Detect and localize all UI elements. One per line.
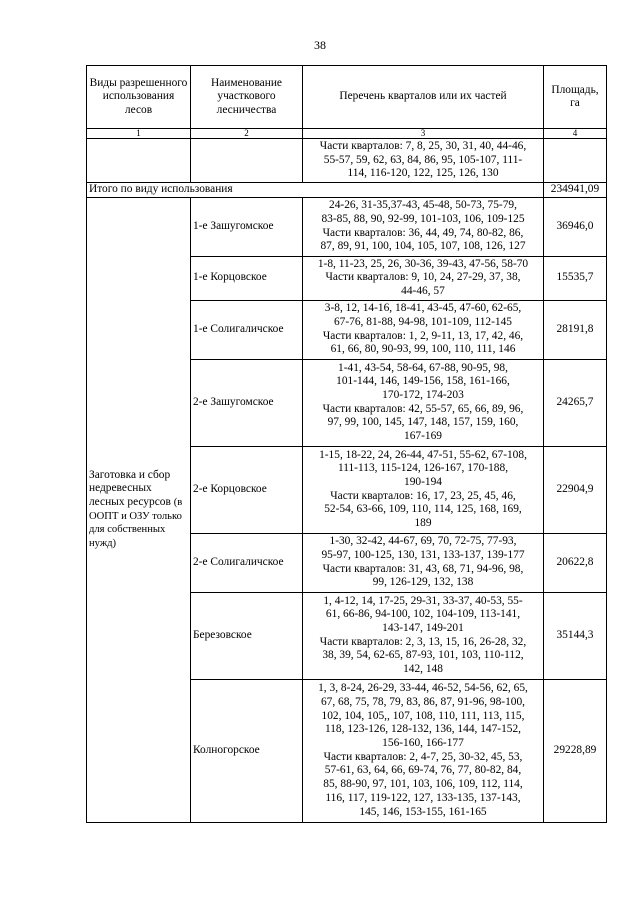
empty-area-cell: [544, 139, 607, 183]
table-header-row: [87, 66, 607, 129]
quarters-list: 1, 4-12, 14, 17-25, 29-31, 33-37, 40-53, 55- 61, 66-86, 94-100, 102, 104-109, 113-141, 143-147, 149-201 Части кварталов: 2, 3, 13, 15, 16, 26-28, 32, 38, 39, 54, 62-65, 87-93, 101, 103, 110-112, 142, 148: [303, 592, 544, 679]
continuation-row: [87, 139, 607, 183]
column-number: 4: [544, 129, 607, 139]
quarters-table: [86, 65, 607, 823]
column-number: 2: [191, 129, 303, 139]
column-number-row: [87, 129, 607, 139]
table-row: [87, 197, 607, 256]
continuation-quarters: Части кварталов: 7, 8, 25, 30, 31, 40, 44-46, 55-57, 59, 62, 63, 84, 86, 95, 105-107, 111- 114, 116-120, 122, 125, 126, 130: [303, 139, 544, 183]
column-number: 3: [303, 129, 544, 139]
forestry-name: Колногорское: [191, 679, 303, 822]
total-row: [87, 183, 607, 198]
forestry-name: 1-е Зашугомское: [191, 197, 303, 256]
header-quarters-list: Перечень кварталов или их частей: [303, 66, 544, 129]
quarters-list: 1-30, 32-42, 44-67, 69, 70, 72-75, 77-93, 95-97, 100-125, 130, 131, 133-137, 139-177 Части кварталов: 31, 43, 68, 71, 94-96, 98, 99, 126-129, 132, 138: [303, 533, 544, 592]
forestry-name: 1-е Солигаличское: [191, 300, 303, 359]
area-value: 24265,7: [544, 359, 607, 446]
quarters-list: 1-8, 11-23, 25, 26, 30-36, 39-43, 47-56, 58-70 Части кварталов: 9, 10, 24, 27-29, 37, 38, 44-46, 57: [303, 256, 544, 300]
quarters-list: 1, 3, 8-24, 26-29, 33-44, 46-52, 54-56, 62, 65, 67, 68, 75, 78, 79, 83, 86, 87, 91-96, 98-100, 102, 104, 105,, 107, 108, 110, 111, 113, 115, 118, 123-126, 128-132, 136, 144, 147-152, 156-160, 166-177 Части кварталов: 2, 4-7, 25, 30-32, 45, 53, 57-61, 63, 64, 66, 69-74, 76, 77, 80-82, 84, 85, 88-90, 97, 101, 103, 106, 109, 112, 114, 116, 117, 119-122, 127, 133-135, 137-143, 145, 146, 153-155, 161-165: [303, 679, 544, 822]
column-number: 1: [87, 129, 191, 139]
empty-forestry-cell: [191, 139, 303, 183]
quarters-list: 24-26, 31-35,37-43, 45-48, 50-73, 75-79, 83-85, 88, 90, 92-99, 101-103, 106, 109-125 Части кварталов: 36, 44, 49, 74, 80-82, 86, 87, 89, 91, 100, 104, 105, 107, 108, 126, 127: [303, 197, 544, 256]
page-number: 38: [314, 38, 326, 52]
area-value: 15535,7: [544, 256, 607, 300]
forestry-name: 2-е Корцовское: [191, 446, 303, 533]
forestry-name: 2-е Солигаличское: [191, 533, 303, 592]
header-forestry-name: Наименование участкового лесничества: [191, 66, 303, 129]
quarters-list: 1-15, 18-22, 24, 26-44, 47-51, 55-62, 67-108, 111-113, 115-124, 126-167, 170-188, 190-194 Части кварталов: 16, 17, 23, 25, 45, 46, 52-54, 63-66, 109, 110, 114, 125, 168, 169, 189: [303, 446, 544, 533]
quarters-list: 3-8, 12, 14-16, 18-41, 43-45, 47-60, 62-65, 67-76, 81-88, 94-98, 101-109, 112-145 Части кварталов: 1, 2, 9-11, 13, 17, 42, 46, 61, 66, 80, 90-93, 99, 100, 110, 111, 146: [303, 300, 544, 359]
usage-type-name: Заготовка и сбор недревесных лесных ресурсов: [89, 468, 171, 508]
total-area: 234941,09: [544, 183, 607, 198]
area-value: 22904,9: [544, 446, 607, 533]
area-value: 36946,0: [544, 197, 607, 256]
forestry-name: 2-е Зашугомское: [191, 359, 303, 446]
area-value: 28191,8: [544, 300, 607, 359]
quarters-list: 1-41, 43-54, 58-64, 67-88, 90-95, 98, 101-144, 146, 149-156, 158, 161-166, 170-172, 174-203 Части кварталов: 42, 55-57, 65, 66, 89, 96, 97, 99, 100, 145, 147, 148, 157, 159, 160, 167-169: [303, 359, 544, 446]
total-label: Итого по виду использования: [87, 183, 544, 198]
empty-usage-cell: [87, 139, 191, 183]
area-value: 29228,89: [544, 679, 607, 822]
forestry-name: Березовское: [191, 592, 303, 679]
area-value: 20622,8: [544, 533, 607, 592]
area-value: 35144,3: [544, 592, 607, 679]
forestry-name: 1-е Корцовское: [191, 256, 303, 300]
header-usage-types: Виды разрешенного использования лесов: [87, 66, 191, 129]
usage-type-note: (в ООПТ и ОЗУ только для собственных нужд): [89, 497, 183, 550]
usage-type-cell: [87, 197, 191, 822]
header-area: Площадь, га: [544, 66, 607, 129]
